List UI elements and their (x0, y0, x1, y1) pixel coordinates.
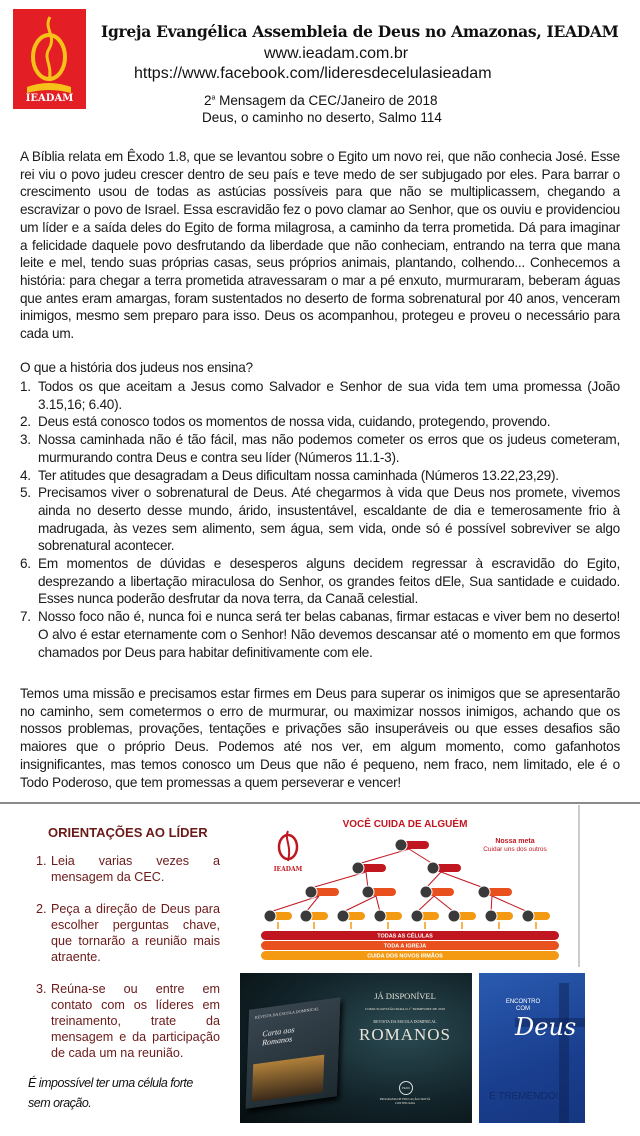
leader-list (36, 853, 220, 1077)
lessons-list (20, 378, 620, 661)
person-icon (395, 839, 407, 851)
program-label: PROGRAMA DE EDUCAÇÃO CRISTÃ CONTINUADA (379, 1097, 431, 1105)
connector-line (434, 896, 454, 912)
connector-line (492, 896, 528, 912)
person-icon (337, 910, 349, 922)
person-icon (478, 886, 490, 898)
tagline: É TREMENDO! (489, 1091, 559, 1102)
person-icon (522, 910, 534, 922)
list-item: 2. Peça a direção de Deus para escolher perguntas chave, que tornarão a reunião mais atraente. (36, 902, 220, 964)
facebook-link[interactable]: https://www.facebook.com/lideresdecelulasieadam (134, 65, 492, 82)
connector-line (343, 896, 376, 912)
ieadam-logo (13, 9, 86, 109)
bar-label: CUIDA DOS NOVOS IRMÃOS (367, 953, 443, 960)
diagram-logo (274, 831, 303, 873)
list-item: 6. Em momentos de dúvidas e desesperos alguns decidem regressar à escravidão do Egito, desprezando a libertação miraculosa do Senhor, os grandes feitos dEle, Sua santidade e cuidado. Esses nunca poderão desfrutar da nova terra, da Canaã celestial. (20, 556, 620, 607)
message-label: 2$^a$ Mensagem da CEC/Janeiro de 2018 (204, 93, 438, 108)
website-link[interactable]: www.ieadam.com.br (264, 45, 409, 62)
person-icon (420, 886, 432, 898)
prayer-note: É impossível ter uma célula forte sem oração. (28, 1076, 193, 1110)
deus-script: Deus (515, 1013, 577, 1041)
message-subtitle: Deus, o caminho no deserto, Salmo 114 (202, 110, 442, 125)
list-item: 3. Nossa caminhada não é tão fácil, mas não podemos cometer os erros que os judeus cometeram, murmurando contra Deus e contra seu líder (Números 11.1-3). (20, 432, 620, 465)
person-icon (448, 910, 460, 922)
goal-title: Nossa meta (495, 838, 535, 845)
intro-paragraph: A Bíblia relata em Êxodo 1.8, que se levantou sobre o Egito um novo rei, que não conhecia José. Esse rei viu o povo judeu crescer dentro de seu país e teve medo de ser subjugado por eles. Para barrar o crescimento usou de todas as astúcias possíveis para que não se multiplicassem, chegando a escravizar o povo de Israel. Essa escravidão fez o povo clamar ao Senhor, que os ouviu e providenciou um líder e a saída deles do Egito de forma milagrosa, a caminho da terra prometida. Dá para imaginar a felicidade daquele povo desfrutando da liberdade que não conheciam, entrando na terra que mana leite e mel, tendo suas próprias casas, seus próprios animais, plantando, colhendo... Conhecemos a história: para chegar a terra prometida atravessaram o mar a pé enxuto, murmuraram, beberam águas que antes eram amargas, foram sustentados no deserto de forma sobrenatural por 40 anos, venceram inimigos, mesmo sem preparo para isso. Deus os acompanhou, protegeu e proveu o necessário para cada um. (20, 149, 620, 342)
ad-title: ROMANOS (358, 1025, 452, 1044)
list-item: 3. Reúna-se ou entre em contato com os líderes em treinamento, trate da mensagem e da participação de cada um na reunião. (36, 982, 220, 1060)
ad-headline: JÁ DISPONÍVEL (374, 991, 436, 1001)
person-icon (352, 862, 364, 874)
person-icon (264, 910, 276, 922)
list-item: 1. Todos os que aceitam a Jesus como Salvador e Senhor de sua vida tem uma promessa (João 3.15,16; 6.40). (20, 379, 620, 412)
encontro-ad[interactable] (479, 973, 585, 1123)
church-title: Igreja Evangélica Assembleia de Deus no Amazonas, IEADAM (101, 22, 619, 41)
person-icon (374, 910, 386, 922)
diagram-title: VOCÊ CUIDA DE ALGUÉM (342, 819, 468, 830)
leader-guidance-panel (0, 805, 240, 1135)
svg-text:IEADAM: IEADAM (273, 866, 303, 873)
person-icon (362, 886, 374, 898)
question-heading: O que a história dos judeus nos ensina? (20, 360, 253, 375)
person-icon (305, 886, 317, 898)
closing-paragraph: Temos uma missão e precisamos estar firmes em Deus para superar os inimigos que se apresentarão no caminho, sem cometermos o erro de murmurar, ou maximizar nossos inimigos, achando que os nossos problemas, provações, tentações e privações são insuperáveis ou que esses desafios são maiores que o próprio Deus. Podemos até nos ver, em algum momento, como gafanhotos insignificantes, mas temos conosco um Deus que não é pequeno, nem fraco, nem limitado, ele é o Todo Poderoso, que tem promessas a quem perseverar e vencer! (20, 686, 620, 790)
list-item: 5. Precisamos viver o sobrenatural de Deus. Até chegarmos à vida que Deus nos promete, vivemos ainda no deserto desse mundo, árido, insustentável, escaldante de dia e temerosamente frio à madrugada, às vezes sem alimento, sem água, sem vida, onde só é possível sobreviver se algo sobrenatural acontecer. (20, 485, 620, 554)
pedc-seal: PEDC (399, 1081, 413, 1095)
care-diagram (243, 805, 580, 967)
person-icon (411, 910, 423, 922)
list-item: 7. Nosso foco não é, nunca foi e nunca será ter belas cabanas, firmar estacas e viver bem no deserto! O alvo é estar eternamente com o Senhor! Não devemos descansar até o momento em que formos chamados por Deus para habitar definitivamente com ele. (20, 609, 620, 660)
logo-text: IEADAM (25, 93, 74, 104)
magazine-cover: REVISTA DA ESCOLA DOMINICAL Carta aos Romanos (246, 997, 341, 1109)
connector-line (409, 849, 433, 864)
goal-subtitle: Cuidar uns dos outros (483, 846, 547, 853)
person-icon (300, 910, 312, 922)
list-item: 1. Leia varias vezes a mensagem da CEC. (36, 854, 220, 884)
person-icon (427, 862, 439, 874)
person-icon (485, 910, 497, 922)
encontro-title: ENCONTRO COM (505, 999, 541, 1012)
list-item: 2. Deus está conosco todos os momentos de nossa vida, cuidando, protegendo, provendo. (20, 414, 551, 430)
section-divider (0, 802, 640, 804)
leader-title: ORIENTAÇÕES AO LÍDER (48, 825, 208, 840)
bar-label: TODA A IGREJA (383, 943, 427, 950)
romanos-ad[interactable] (240, 973, 472, 1123)
cross-shape (559, 983, 569, 1123)
list-item: 4. Ter atitudes que desagradam a Deus dificultam nossa caminhada (Números 13.22,23,29). (20, 467, 559, 483)
connector-line (441, 872, 484, 888)
ad-line: COMO SUGESTÃO PARA O 1º TRIMESTRE DE 2018 (364, 1007, 446, 1011)
ad-kicker: REVISTA DA ESCOLA DOMINICAL (373, 1019, 437, 1024)
bar-label: TODAS AS CÉLULAS (377, 933, 433, 940)
